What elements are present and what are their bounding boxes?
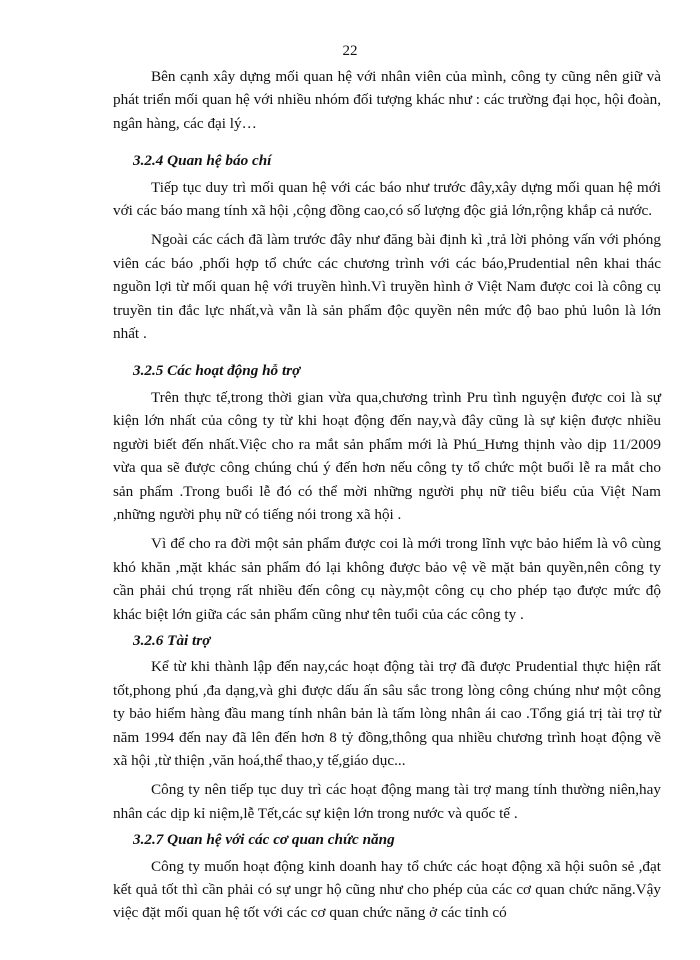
section-heading-3-2-5: 3.2.5 Các hoạt động hỗ trợ <box>133 362 301 380</box>
paragraph-relations-other-groups: Bên cạnh xây dựng mối quan hệ với nhân viên của mình, công ty cũng nên giữ và phát triển mối quan hệ với nhiều nhóm đối tượng khác như : các trường đại học, hội đoàn, ngân hàng, các đại lý… <box>113 68 661 132</box>
paragraph-sponsorship-history: Kể từ khi thành lập đến nay,các hoạt động tài trợ đã được Prudential thực hiện rất tốt,phong phú ,đa dạng,và ghi được dấu ấn sâu sắc trong lòng công chúng như một công ty bảo hiểm hàng đầu mang tính nhân bản là tấm lòng nhân ái cao .Tổng giá trị tài trợ từ năm 1994 đến nay đã lên đến hơn 8 tỷ đồng,thông qua nhiều chương trình hoạt động về xã hội ,từ thiện ,văn hoá,thể thao,y tế,giáo dục... <box>113 658 661 769</box>
paragraph-support-events: Trên thực tế,trong thời gian vừa qua,chương trình Pru tình nguyện được coi là sự kiện lớn nhất của công ty từ khi hoạt động đến nay,và đây cũng là sự kiện được nhiều người biết đến nhất.Việc cho ra mắt sản phẩm mới là Phú_Hưng thịnh vào dịp 11/2009 vừa qua sẽ được công chúng chú ý đến hơn nếu công ty tổ chức một buổi lễ ra mắt cho sản phẩm .Trong buổi lễ đó có thể mời những người phụ nữ tiêu biểu của Việt Nam ,những người phụ nữ có tiếng nói trong xã hội . <box>113 388 661 523</box>
section-heading-3-2-4: 3.2.4 Quan hệ báo chí <box>133 152 272 170</box>
page-number: 22 <box>342 43 358 59</box>
paragraph-press-television: Ngoài các cách đã làm trước đây như đăng bài định kì ,trả lời phỏng vấn với phóng viên các báo ,phối hợp tổ chức các chương trình với các báo,Prudential nên khai thác nguồn lợi từ mối quan hệ với truyền hình.Vì truyền hình ở Việt Nam được coi là công cụ truyền tin đắc lực nhất,và vẫn là sản phẩm độc quyền nên mức độ bao phủ luôn là lớn nhất . <box>113 231 661 343</box>
section-heading-3-2-7: 3.2.7 Quan hệ với các cơ quan chức năng <box>133 831 395 849</box>
document-body <box>113 65 661 925</box>
paragraph-support-product: Vì để cho ra đời một sản phẩm được coi là mới trong lĩnh vực bảo hiểm là vô cùng khó khăn ,mặt khác sản phẩm đó lại không được bảo vệ về mặt bản quyền,nên công ty cần phải chú trọng rất nhiều đến công cụ này,một công cụ cho phép tạo được mức độ khác biệt lớn giữa các sản phẩm cũng như tên tuổi của các công ty . <box>113 535 661 623</box>
paragraph-government-relations: Công ty muốn hoạt động kinh doanh hay tổ chức các hoạt động xã hội suôn sẻ ,đạt kết quả tốt thì cần phải có sự ungr hộ cũng như cho phép của các cơ quan chức năng.Vậy việc đặt mối quan hệ tốt với các cơ quan chức năng ở các tỉnh có <box>113 857 661 922</box>
paragraph-press-maintain: Tiếp tục duy trì mối quan hệ với các báo như trước đây,xây dựng mối quan hệ mới với các báo mang tính xã hội ,cộng đồng cao,có số lượng độc giả lớn,rộng khắp cả nước. <box>113 178 661 220</box>
paragraph-sponsorship-continue: Công ty nên tiếp tục duy trì các hoạt động mang tài trợ mang tính thường niên,hay nhân các dịp kỉ niệm,lễ Tết,các sự kiện lớn trong nước và quốc tế . <box>113 781 661 822</box>
section-heading-3-2-6: 3.2.6 Tài trợ <box>133 631 211 649</box>
